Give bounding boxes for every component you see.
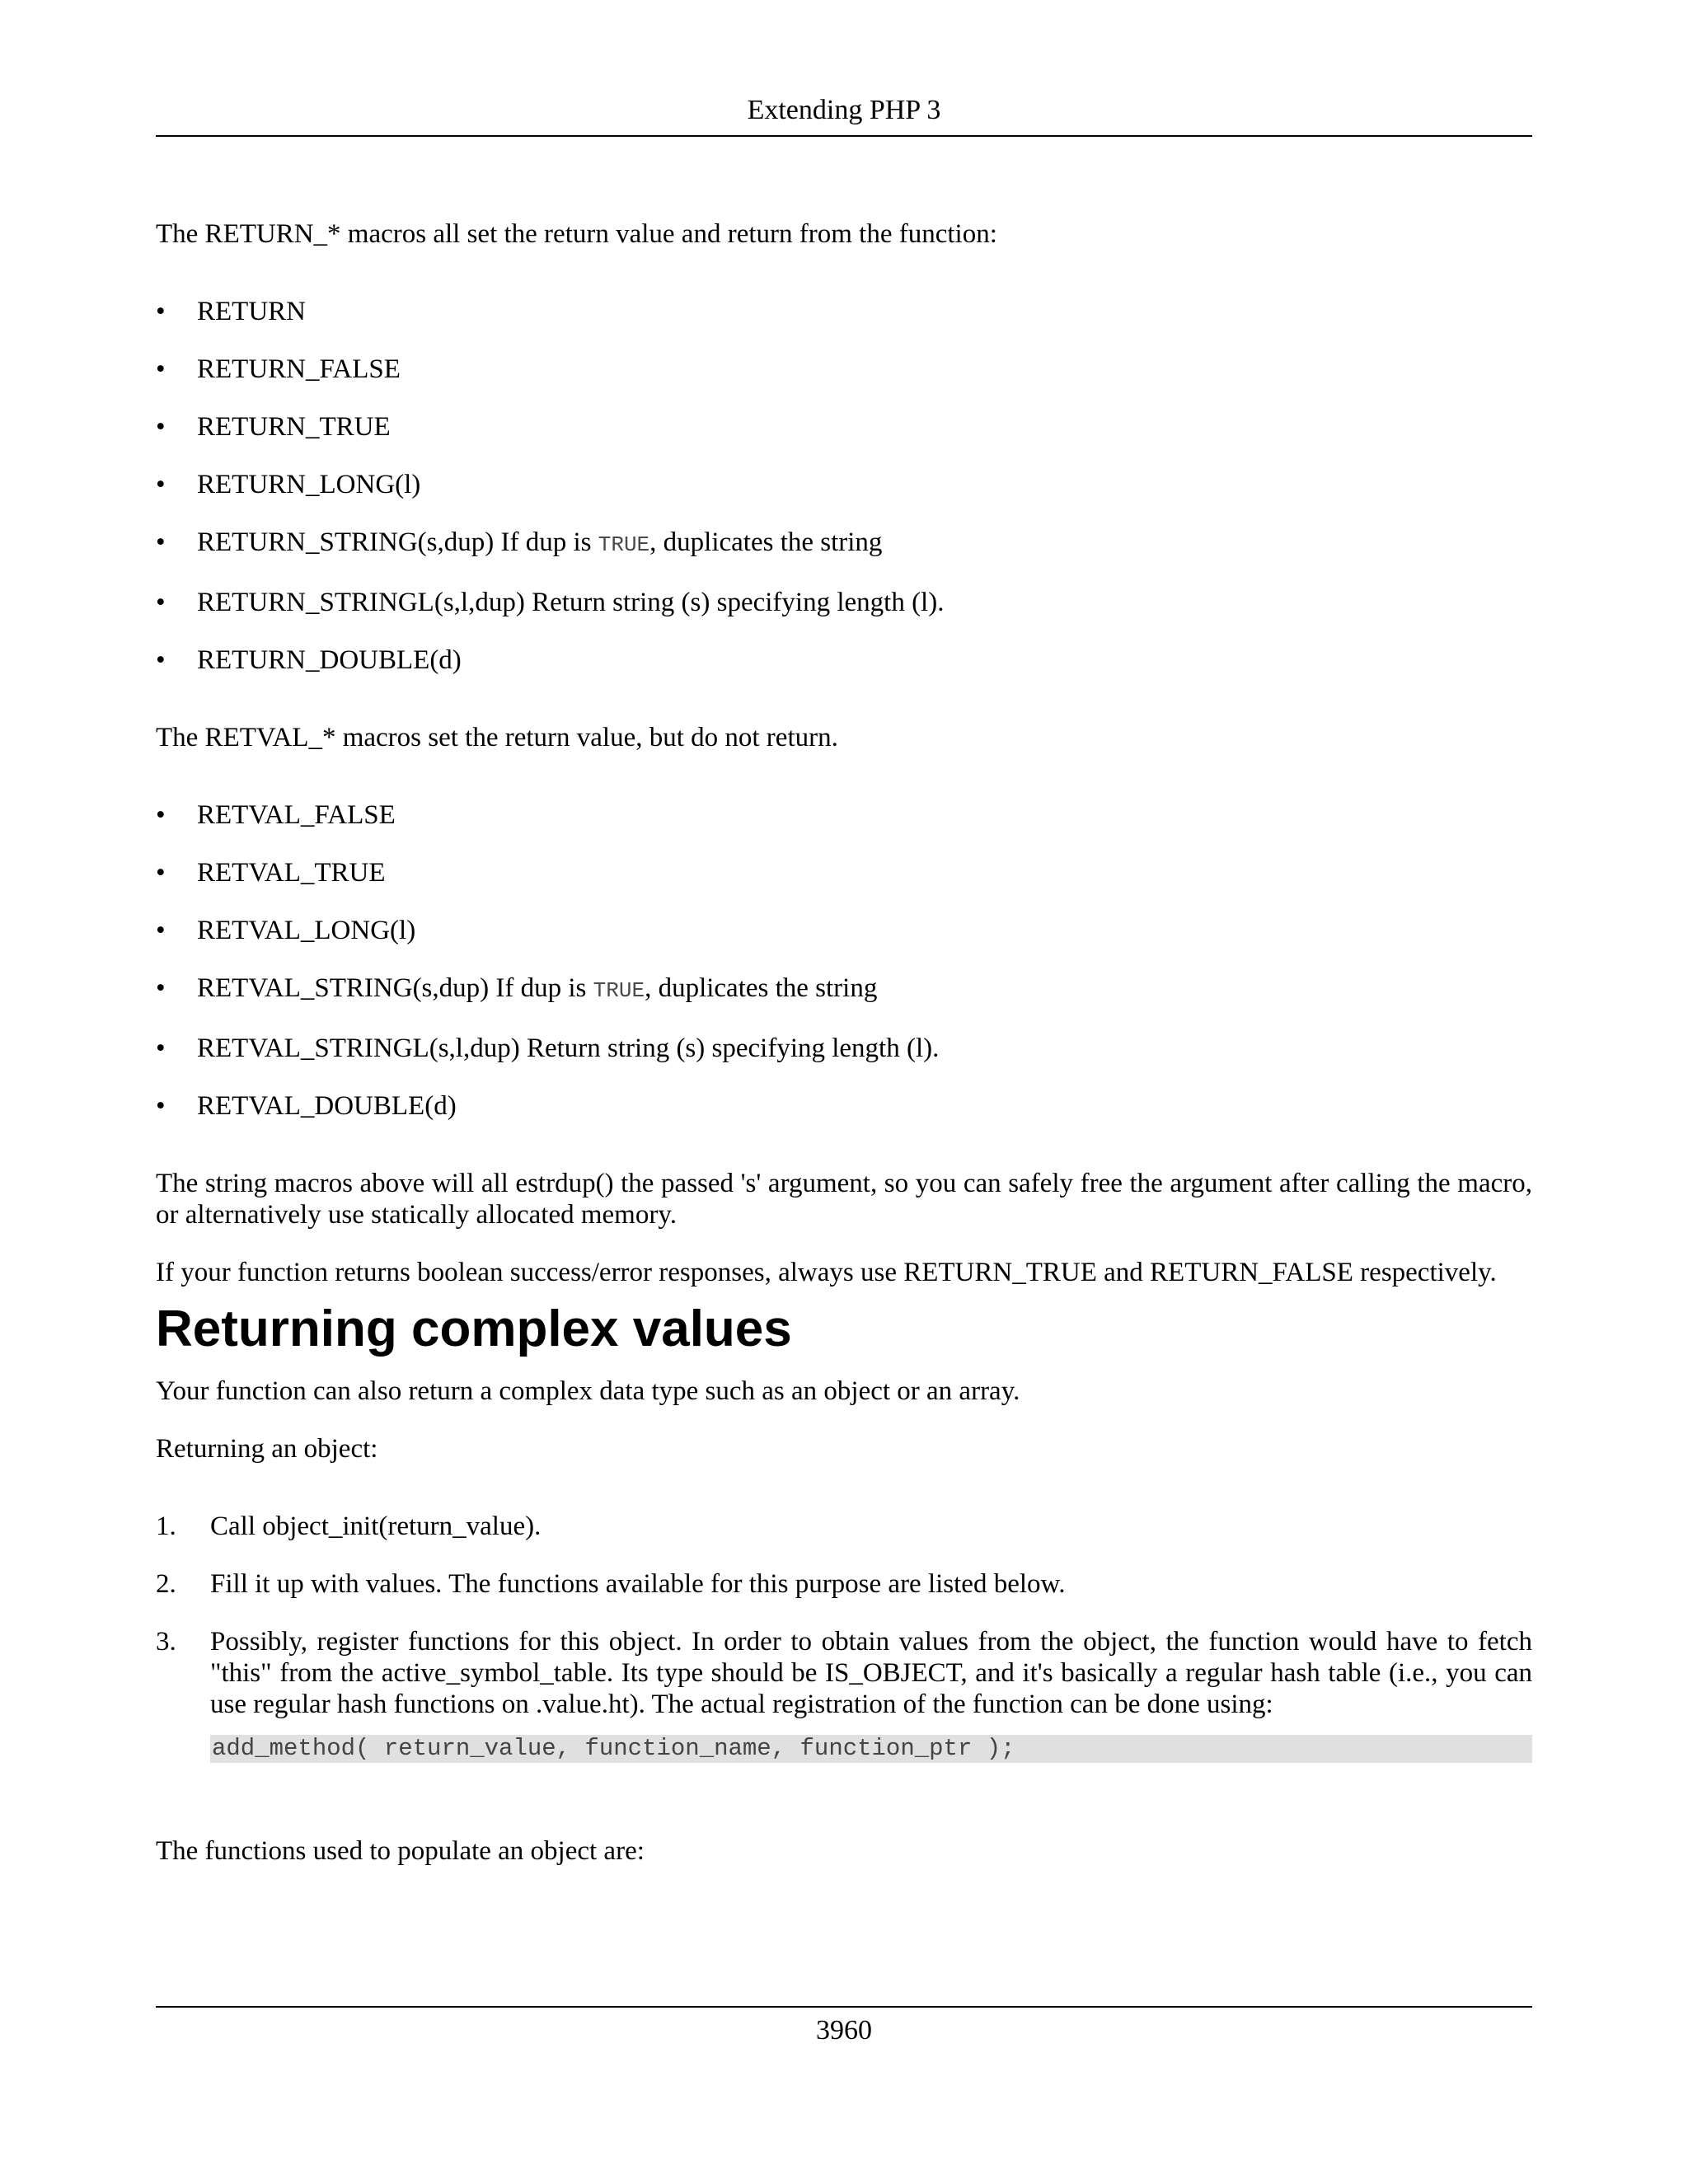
return-macros-list	[156, 296, 1532, 676]
list-item: • RETURN_TRUE	[156, 412, 391, 442]
bullet-icon: •	[156, 412, 166, 442]
bullet-icon: •	[156, 800, 166, 830]
bullet-icon: •	[156, 470, 166, 499]
section-heading: Returning complex values	[156, 1301, 792, 1357]
retval-macros-list	[156, 799, 1532, 1122]
steps-list	[156, 1511, 1532, 1763]
step-number: 2.	[156, 1569, 176, 1599]
list-item: • RETURN_DOUBLE(d)	[156, 645, 462, 675]
list-item: • RETVAL_FALSE	[156, 800, 396, 830]
footer-rule	[156, 2006, 1532, 2008]
intro-return-paragraph: The RETURN_* macros all set the return value and return from the function:	[156, 219, 997, 249]
bullet-icon: •	[156, 588, 166, 617]
list-item: • RETURN_FALSE	[156, 354, 401, 384]
page-number: 3960	[816, 2015, 872, 2046]
estrdup-paragraph: The string macros above will all estrdup() the passed 's' argument, so you can safely free the argument after calling the macro, or alternatively use statically allocated memory.	[156, 1169, 1532, 1230]
list-item: 2. Fill it up with values. The functions available for this purpose are listed below.	[156, 1569, 1066, 1599]
list-item: • RETVAL_STRING(s,dup) If dup is TRUE, duplicates the string	[156, 973, 878, 1003]
page-content	[156, 218, 1532, 1867]
bullet-icon: •	[156, 527, 166, 557]
list-item: • RETVAL_STRINGL(s,l,dup) Return string (s) specifying length (l).	[156, 1033, 940, 1063]
list-item: 1. Call object_init(return_value).	[156, 1511, 542, 1541]
list-item: • RETURN_LONG(l)	[156, 470, 421, 499]
list-item: • RETURN_STRING(s,dup) If dup is TRUE, duplicates the string	[156, 527, 883, 557]
boolean-paragraph: If your function returns boolean success/error responses, always use RETURN_TRUE and RETURN_FALSE respectively.	[156, 1258, 1497, 1287]
bullet-icon: •	[156, 1033, 166, 1063]
bullet-icon: •	[156, 1091, 166, 1121]
bullet-icon: •	[156, 645, 166, 675]
complex-paragraph: Your function can also return a complex data type such as an object or an array.	[156, 1376, 1020, 1406]
bullet-icon: •	[156, 354, 166, 384]
running-header: Extending PHP 3	[747, 95, 941, 125]
header-rule	[156, 135, 1532, 137]
list-item: • RETVAL_LONG(l)	[156, 916, 416, 945]
returning-object-paragraph: Returning an object:	[156, 1434, 378, 1464]
code-block: add_method( return_value, function_name, function_ptr );	[210, 1735, 1532, 1763]
document-page	[156, 0, 1532, 2184]
list-item: • RETURN	[156, 297, 306, 326]
bullet-icon: •	[156, 297, 166, 326]
populate-paragraph: The functions used to populate an object are:	[156, 1836, 645, 1866]
step-number: 3.	[156, 1627, 176, 1657]
bullet-icon: •	[156, 973, 166, 1003]
inline-code: TRUE	[593, 978, 645, 1003]
intro-retval-paragraph: The RETVAL_* macros set the return value, but do not return.	[156, 723, 838, 752]
inline-code: TRUE	[598, 532, 650, 557]
bullet-icon: •	[156, 916, 166, 945]
bullet-icon: •	[156, 858, 166, 888]
list-item: • RETVAL_TRUE	[156, 858, 386, 888]
list-item: • RETURN_STRINGL(s,l,dup) Return string (s) specifying length (l).	[156, 588, 945, 617]
list-item: 3. Possibly, register functions for this object. In order to obtain values from the object, the function would have to fetch "this" from the active_symbol_table. Its type should be IS_OBJECT, and it's basically a regular hash table (i.e., you can use regular hash functions on .value.ht). The actual registration of the function can be done using: add_method( return_value, function_name, function_ptr );	[156, 1627, 1532, 1762]
list-item: • RETVAL_DOUBLE(d)	[156, 1091, 457, 1121]
step-number: 1.	[156, 1511, 176, 1541]
